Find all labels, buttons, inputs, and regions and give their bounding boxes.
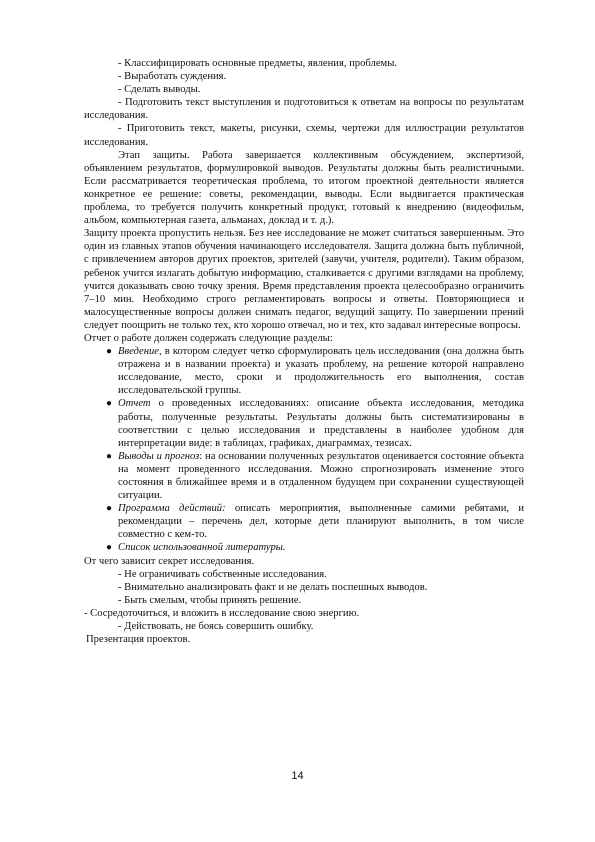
report-section-item xyxy=(84,397,524,449)
list-item: - Выработать суждения. xyxy=(118,71,227,83)
section-text: о проведенных исследованиях: описание объекта исследования, методика работы, полученные результаты. Результаты должны быть систематизированы в соответствии с целью исследования и представлены в наиболее удобном для интерпретации виде: в таблицах, графиках, диаграммах, тезисах. xyxy=(118,398,524,449)
bullet-icon: ● xyxy=(106,398,113,410)
bullet-icon: ● xyxy=(106,503,113,515)
presentation-line: Презентация проектов. xyxy=(86,634,191,646)
bullet-icon: ● xyxy=(106,542,113,554)
secret-intro: От чего зависит секрет исследования. xyxy=(84,555,255,567)
document-page xyxy=(84,57,524,646)
section-term: Отчет xyxy=(118,398,151,410)
list-item: - Приготовить текст, макеты, рисунки, схемы, чертежи для иллюстрации результатов исследования. xyxy=(84,123,524,148)
section-text: описать мероприятия, выполненные самими ребятами, и рекомендации – перечень дел, которые дети планируют выполнить, в том числе совместно с кем-то. xyxy=(118,503,525,541)
report-section-item xyxy=(84,502,524,541)
bullet-icon: ● xyxy=(106,346,113,358)
section-term: Программа действий: xyxy=(118,503,226,515)
list-item: - Не ограничивать собственные исследования. xyxy=(118,568,327,580)
report-intro: Отчет о работе должен содержать следующие разделы: xyxy=(84,332,333,344)
section-term: Список использованной литературы. xyxy=(118,542,286,554)
section-term: Выводы и прогноз xyxy=(118,450,200,462)
defense-paragraph: Этап защиты. Работа завершается коллективным обсуждением, экспертизой, объявлением результатов, формулировкой выводов. Результаты должны быть реалистичными. Если рассматривается теоретическая проблема, то итогом проектной деятельности является конкретное ее решение: советы, рекомендации, выводы. Если выдвигается практическая проблема, то требуется получить конкретный продукт, готовый к внедрению (видеофильм, альбом, компьютерная газета, альманах, доклад и т. д.). xyxy=(84,149,524,227)
list-item: - Подготовить текст выступления и подготовиться к ответам на вопросы по результатам исследования. xyxy=(84,97,524,122)
list-item: - Действовать, не боясь совершить ошибку. xyxy=(118,621,314,633)
section-text: , в котором следует четко сформулировать цель исследования (она должна быть отражена и в названии проекта) и указать проблему, на решение которой направлено исследование, место, сроки и продолжительность его выполнения, состав исследовательской группы. xyxy=(118,346,524,397)
list-item: - Сделать выводы. xyxy=(118,84,201,96)
section-term: Введение xyxy=(118,346,159,358)
report-section-item xyxy=(84,541,524,554)
report-section-item xyxy=(84,450,524,502)
section-text: : на основании полученных результатов оценивается состояние объекта на момент проведенного исследования. Можно спрогнозировать изменение этого состояния в ближайшее время и в отдаленном будущем при сохранении существующей ситуации. xyxy=(118,450,524,502)
protection-paragraph: Защиту проекта пропустить нельзя. Без нее исследование не может считаться завершенным. Это один из главных этапов обучения начинающего исследователя. Защита должна быть публичной, с привлечением авторов других проектов, зрителей (завучи, учителя, родители). Таким образом, ребенок учится излагать добытую информацию, сталкивается с другими взглядами на проблему, учится доказывать свою точку зрения. Время представления проекта целесообразно ограничить 7–10 мин. Необходимо строго регламентировать вопросы и ответы. Повторяющиеся и малосущественные вопросы должен снимать педагог, ведущий защиту. По завершении прений следует поощрить не только тех, кто хорошо отвечал, но и тех, кто задавал интересные вопросы. xyxy=(84,228,524,331)
report-sections-list xyxy=(84,345,524,555)
list-item: - Сосредоточиться, и вложить в исследование свою энергию. xyxy=(84,607,360,619)
bullet-icon: ● xyxy=(106,450,113,462)
list-item: - Быть смелым, чтобы принять решение. xyxy=(118,594,302,606)
page-number: 14 xyxy=(291,770,304,782)
list-item: - Классифицировать основные предметы, явления, проблемы. xyxy=(118,58,397,69)
report-section-item xyxy=(84,345,524,397)
list-item: - Внимательно анализировать факт и не делать поспешных выводов. xyxy=(118,581,428,593)
